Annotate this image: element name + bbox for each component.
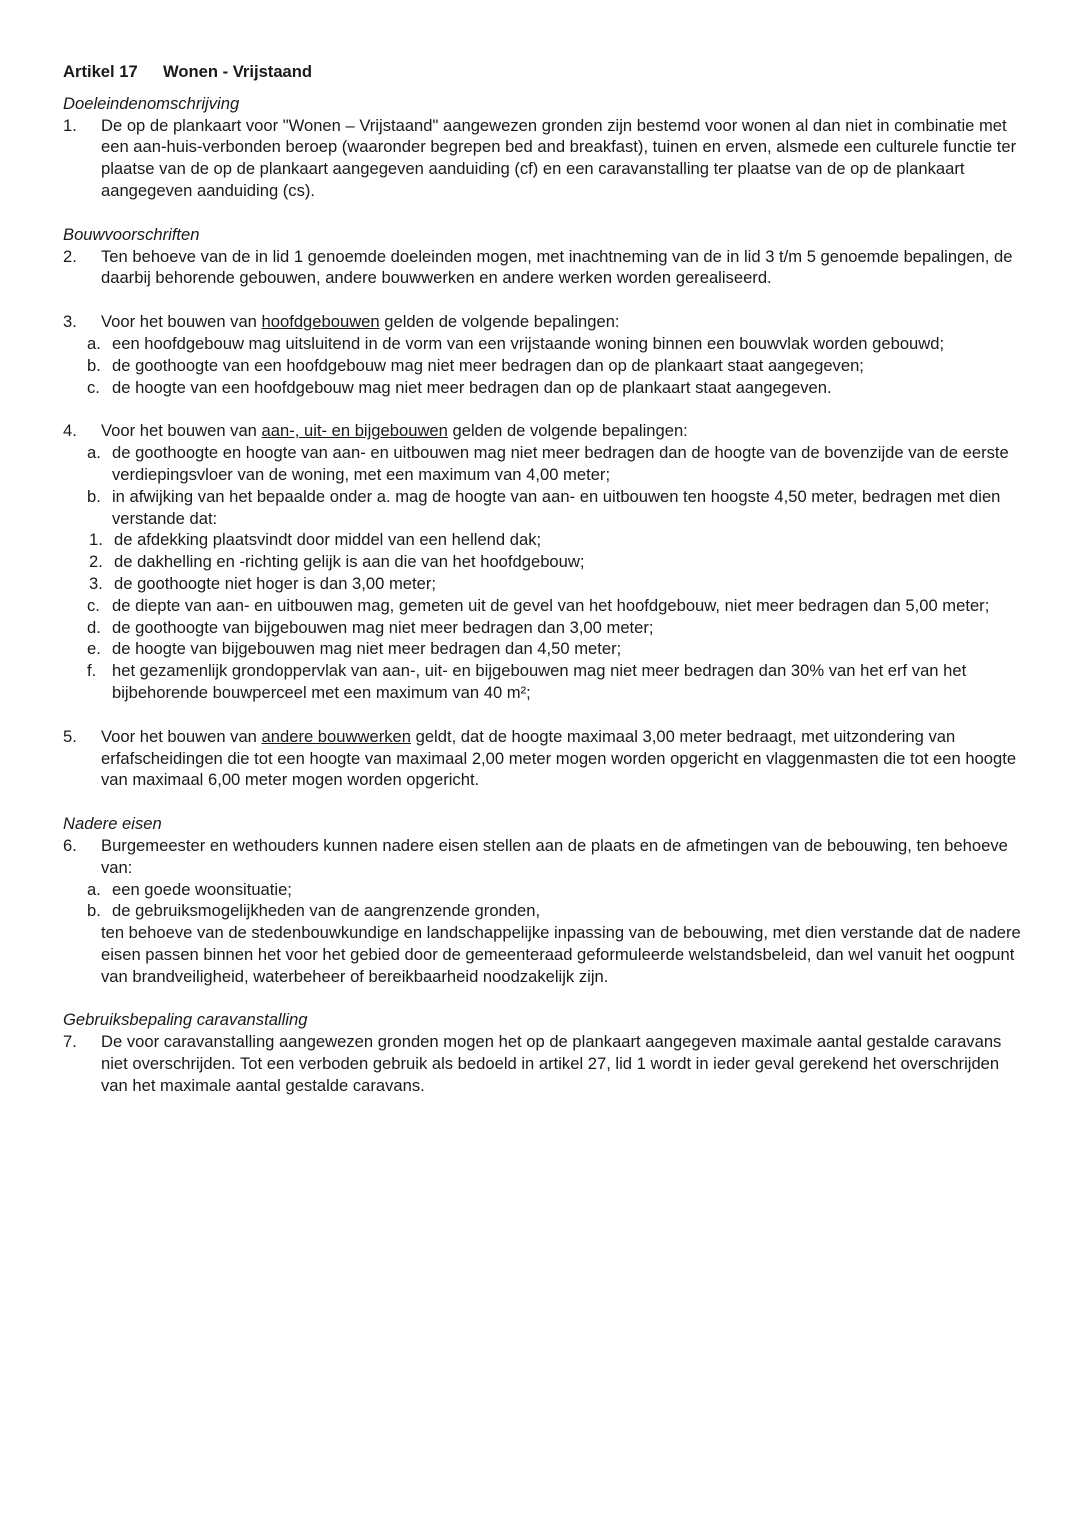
item-text: de goothoogte van bijgebouwen mag niet meer bedragen dan 3,00 meter; (112, 617, 654, 637)
article-content (63, 61, 1023, 1097)
term-andere-bouwwerken: andere bouwwerken (261, 726, 411, 746)
lid-6-item-b (87, 900, 1023, 922)
lid-4-item-b (87, 486, 1023, 530)
item-text: de goothoogte niet hoger is dan 3,00 meter; (114, 573, 436, 593)
item-letter: a. (87, 443, 101, 463)
item-text: de hoogte van een hoofdgebouw mag niet meer bedragen dan op de plankaart staat aangegeven. (112, 377, 832, 397)
item-text: de diepte van aan- en uitbouwen mag, gemeten uit de gevel van het hoofdgebouw, niet meer bedragen dan 5,00 meter; (112, 595, 990, 615)
item-text: een hoofdgebouw mag uitsluitend in de vorm van een vrijstaande woning binnen een bouwvlak worden gebouwd; (112, 333, 945, 353)
lid-lead-post: gelden de volgende bepalingen: (447, 421, 688, 441)
item-letter: a. (87, 879, 101, 899)
lid-number: 7. (63, 1032, 77, 1052)
article-title: Wonen - Vrijstaand (163, 62, 313, 81)
lid-4-item-e (87, 638, 1023, 660)
item-letter: c. (87, 377, 100, 397)
item-letter: b. (87, 901, 101, 921)
lid-4-item-c (87, 595, 1023, 617)
lid-5 (63, 726, 1023, 791)
article-number: Artikel 17 (63, 62, 138, 81)
lid-tail-text: ten behoeve van de stedenbouwkundige en landschappelijke inpassing van de bebouwing, met dien verstande dat de nadere eisen passen binnen het voor het gebied door de gemeenteraad geformuleerde welstandsbeleid, dan wel vanuit het oogpunt van brandveiligheid, waterbeheer of bereikbaarheid noodzakelijk zijn. (101, 923, 1021, 986)
lid-number: 3. (63, 312, 77, 332)
item-letter: a. (87, 333, 101, 353)
section-heading-bouwvoorschriften: Bouwvoorschriften (63, 224, 200, 244)
item-number: 1. (89, 530, 103, 550)
section-heading-nadere-eisen: Nadere eisen (63, 814, 162, 834)
lid-3-item-c (87, 377, 1023, 399)
item-number: 2. (89, 552, 103, 572)
item-text: het gezamenlijk grondoppervlak van aan-, uit- en bijgebouwen mag niet meer bedragen dan 30% van het erf van het bijbehorende bouwperceel met een maximum van 40 m²; (112, 661, 967, 702)
item-text: de gebruiksmogelijkheden van de aangrenzende gronden, (112, 901, 541, 921)
lid-7 (63, 1031, 1023, 1096)
lid-4-item-b-1 (89, 529, 1023, 551)
lid-4-item-d (87, 617, 1023, 639)
item-number: 3. (89, 573, 103, 593)
lid-text: De voor caravanstalling aangewezen gronden mogen het op de plankaart aangegeven maximale aantal gestalde caravans niet overschrijden. Tot een verboden gebruik als bedoeld in artikel 27, lid 1 wordt in ieder geval gerekend het overschrijden van het maximale aantal gestalde caravans. (101, 1032, 1002, 1095)
lid-text: Burgemeester en wethouders kunnen nadere eisen stellen aan de plaats en de afmetingen van de bebouwing, ten behoeve van: (101, 835, 1008, 877)
lid-lead-post: gelden de volgende bepalingen: (379, 312, 620, 332)
item-letter: c. (87, 595, 100, 615)
lid-number: 5. (63, 726, 77, 746)
lid-lead-pre: Voor het bouwen van (101, 312, 262, 332)
item-text: de afdekking plaatsvindt door middel van een hellend dak; (114, 530, 542, 550)
lid-6-tail (63, 922, 1023, 987)
lid-number: 4. (63, 421, 77, 441)
lid-4-item-a (87, 442, 1023, 486)
lid-2 (63, 246, 1023, 290)
item-text: de goothoogte en hoogte van aan- en uitbouwen mag niet meer bedragen dan de hoogte van de bovenzijde van de eerste verdiepingsvloer van de woning, met een maximum van 4,00 meter; (112, 443, 1009, 484)
lid-4 (63, 420, 1023, 442)
lid-number: 6. (63, 835, 77, 855)
lid-4-item-b-3 (89, 573, 1023, 595)
item-letter: f. (87, 661, 97, 681)
lid-6 (63, 835, 1023, 879)
lid-number: 1. (63, 115, 77, 135)
lid-text: De op de plankaart voor "Wonen – Vrijstaand" aangewezen gronden zijn bestemd voor wonen al dan niet in combinatie met een aan-huis-verbonden beroep (waaronder begrepen bed and breakfast), tuinen en erven, alsmede een culturele functie ter plaatse van de op de plankaart aangegeven aanduiding (cf) en een caravanstalling ter plaatse van de op de plankaart aangegeven aanduiding (cs). (101, 115, 1017, 200)
lid-3-item-a (87, 333, 1023, 355)
lid-3 (63, 311, 1023, 333)
lid-1 (63, 115, 1023, 202)
item-text: de hoogte van bijgebouwen mag niet meer bedragen dan 4,50 meter; (112, 639, 622, 659)
item-letter: b. (87, 486, 101, 506)
lid-text: Ten behoeve van de in lid 1 genoemde doeleinden mogen, met inachtneming van de in lid 3 t/m 5 genoemde bepalingen, de daarbij behorende gebouwen, andere bouwwerken en andere werken worden gerealiseerd. (101, 246, 1013, 288)
lid-lead-pre: Voor het bouwen van (101, 726, 262, 746)
lid-number: 2. (63, 246, 77, 266)
lid-lead-pre: Voor het bouwen van (101, 421, 262, 441)
lid-3-item-b (87, 355, 1023, 377)
term-aan-uit-bijgebouwen: aan-, uit- en bijgebouwen (261, 421, 448, 441)
lid-lead-post: geldt, dat de hoogte maximaal 3,00 meter bedraagt, met uitzondering van erfafscheidingen die tot een hoogte van maximaal 2,00 meter mogen worden opgericht en vlaggenmasten die tot een hoogte van maximaal 6,00 meter mogen worden opgericht. (101, 726, 1017, 790)
section-heading-gebruiksbepaling: Gebruiksbepaling caravanstalling (63, 1010, 308, 1030)
item-text: de goothoogte van een hoofdgebouw mag niet meer bedragen dan op de plankaart staat aangegeven; (112, 355, 864, 375)
lid-4-item-f (87, 660, 1023, 704)
item-text: een goede woonsituatie; (112, 879, 292, 899)
lid-4-item-b-2 (89, 551, 1023, 573)
term-hoofdgebouwen: hoofdgebouwen (261, 312, 380, 332)
item-text: in afwijking van het bepaalde onder a. mag de hoogte van aan- en uitbouwen ten hoogste 4,50 meter, bedragen met dien verstande dat: (112, 486, 1001, 528)
item-letter: e. (87, 639, 101, 659)
item-letter: d. (87, 617, 101, 637)
lid-6-item-a (87, 879, 1023, 901)
article-heading (63, 61, 1023, 83)
item-letter: b. (87, 355, 101, 375)
item-text: de dakhelling en -richting gelijk is aan die van het hoofdgebouw; (114, 552, 585, 572)
section-heading-doeleinden: Doeleindenomschrijving (63, 93, 240, 113)
